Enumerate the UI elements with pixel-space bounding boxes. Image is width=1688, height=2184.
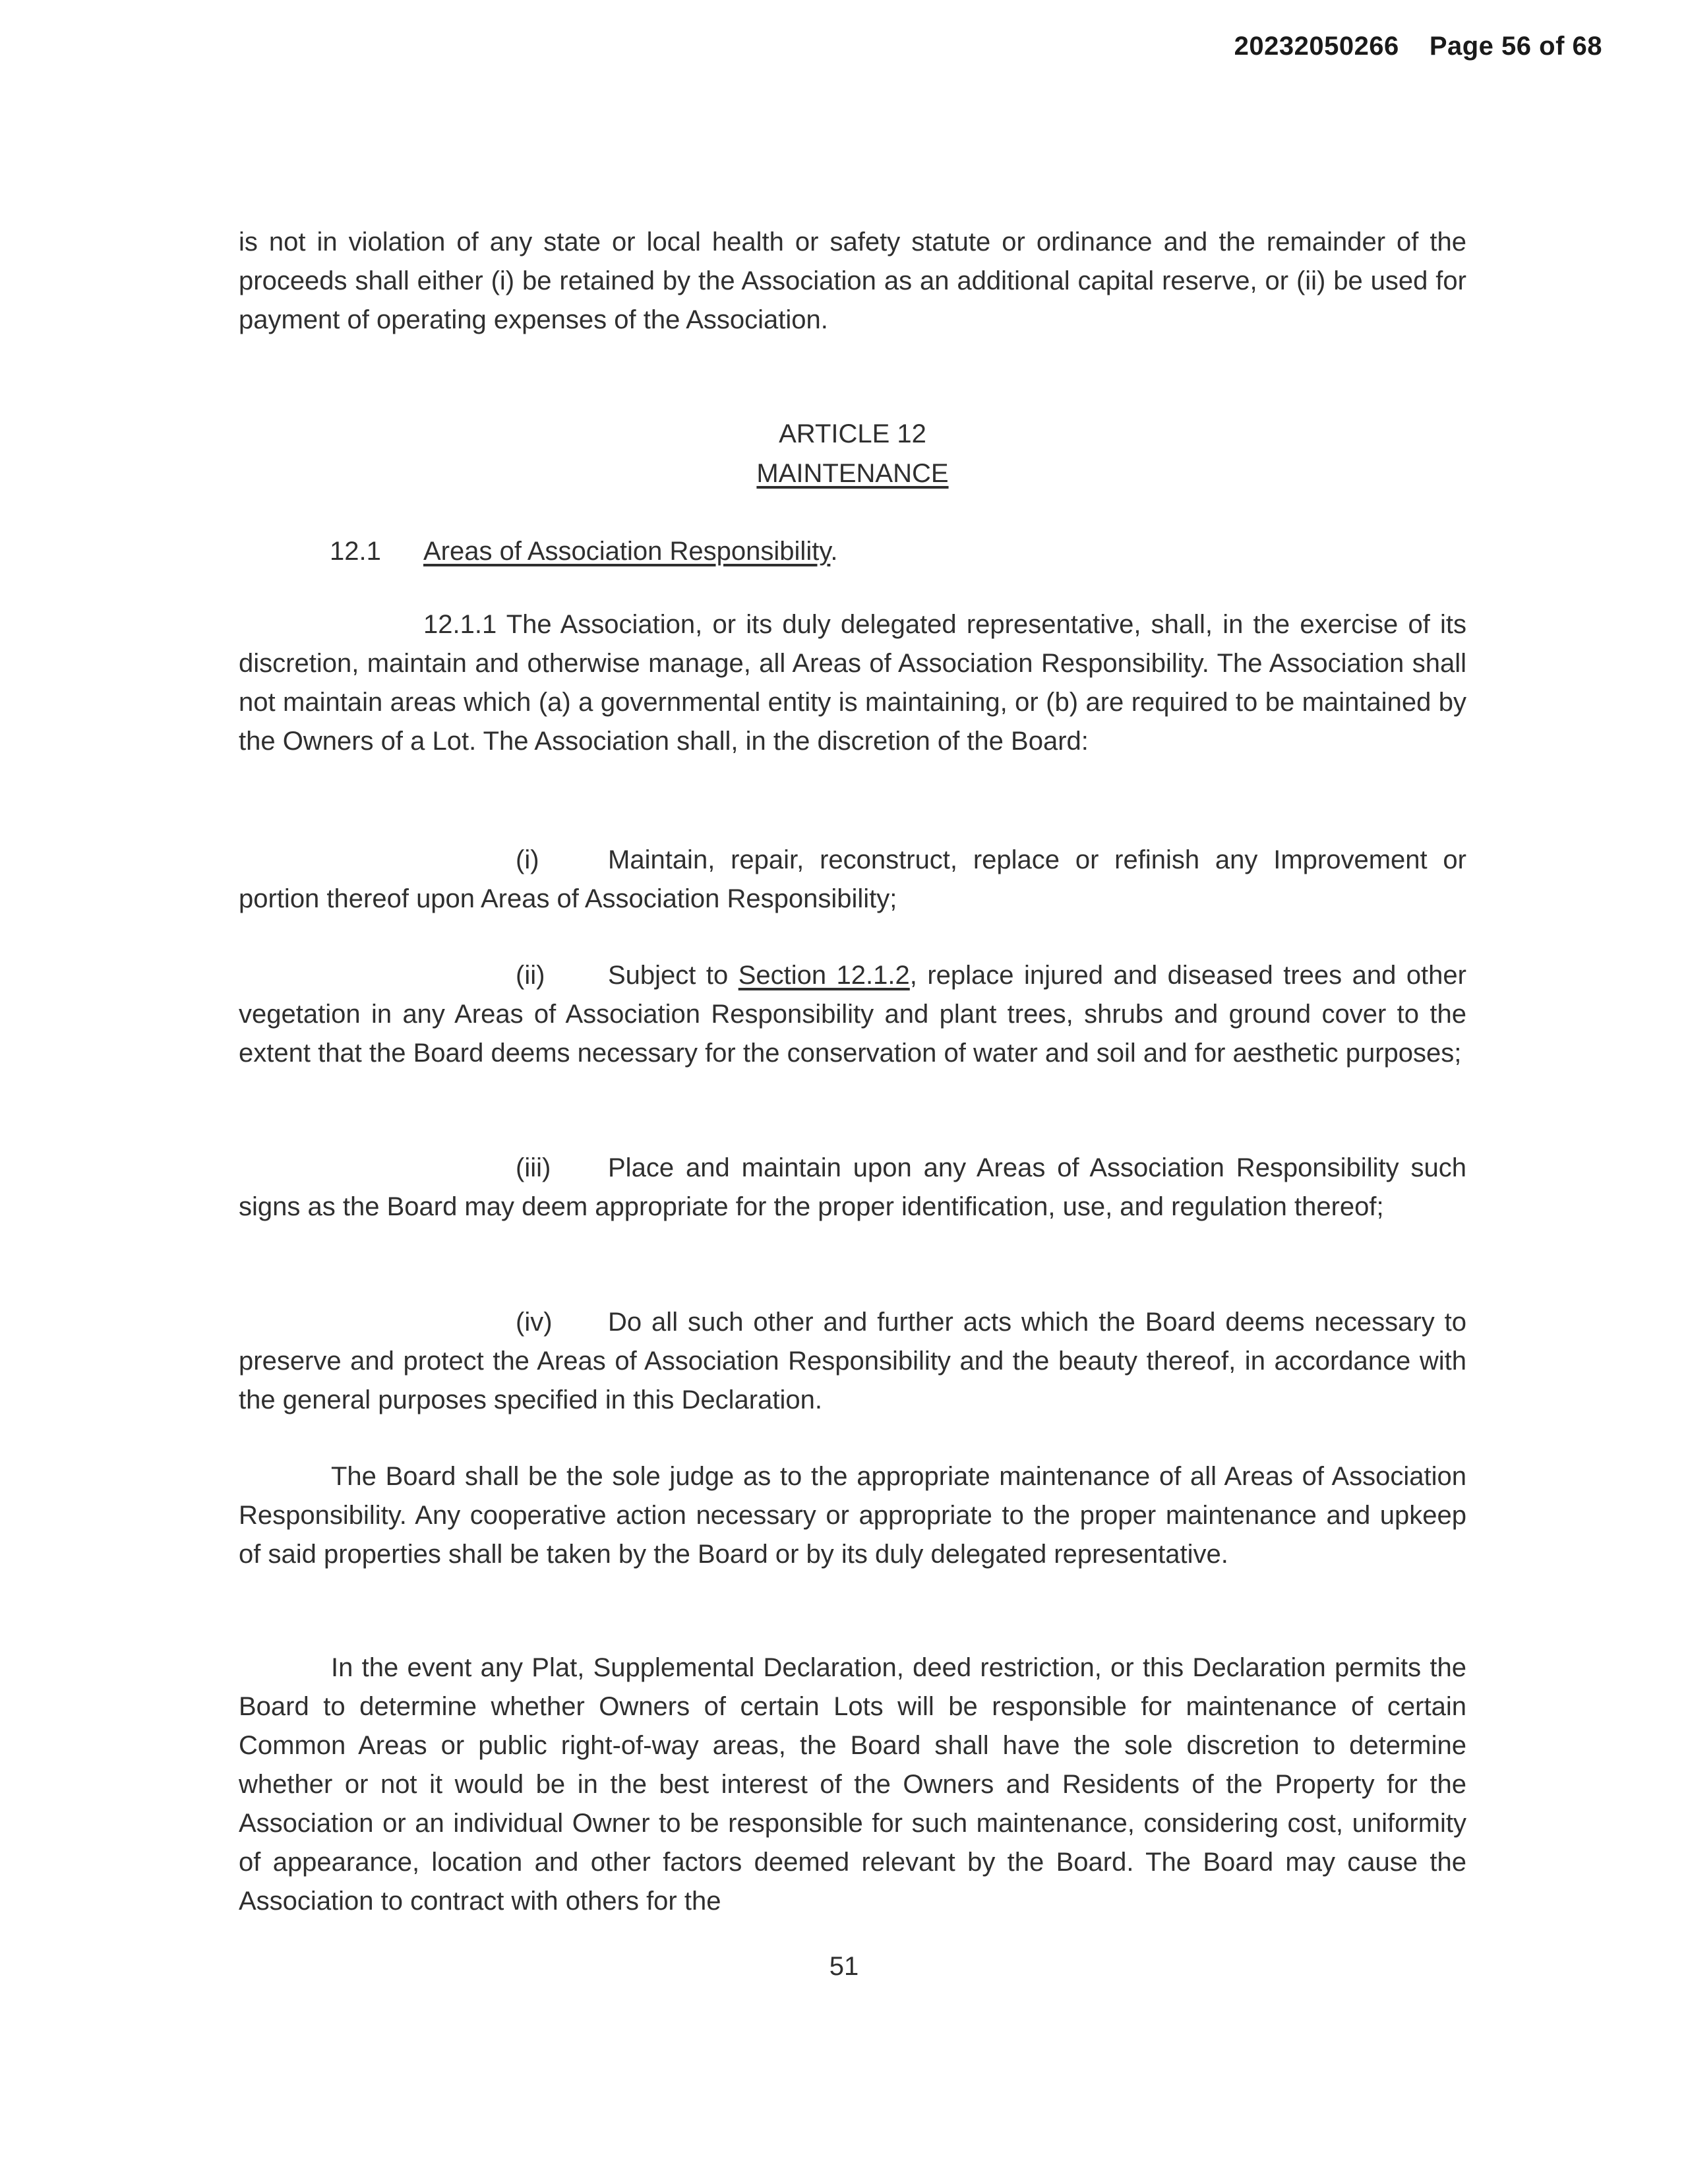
document-header (1234, 32, 1602, 61)
section-reference-link[interactable]: Section 12.1.2 (738, 961, 910, 990)
intro-paragraph: is not in violation of any state or local health or safety statute or ordinance and the remainder of the proceeds shall either (i) be retained by the Association as an additional capital reserve, or (ii) be used for payment of operating expenses of the Association. (239, 228, 1466, 334)
list-item (239, 841, 1466, 919)
article-title (239, 454, 1466, 493)
subsection-number: 12.1.1 (423, 610, 497, 639)
event-paragraph: In the event any Plat, Supplemental Declaration, deed restriction, or this Declaration permits the Board to determine whether Owners of certain Lots will be responsible for maintenance of certain Common Areas or public right-of-way areas, the Board shall have the sole discretion to determine whether or not it would be in the best interest of the Owners and Residents of the Property for the Association or an individual Owner to be responsible for such maintenance, considering cost, uniformity of appearance, location and other factors deemed relevant by the Board. The Board may cause the Association to contract with others for the (239, 1653, 1466, 1916)
list-item (239, 956, 1466, 1073)
item-label: (ii) (516, 961, 545, 990)
item-label: (i) (516, 845, 539, 874)
section-title: Areas of Association Responsibility (423, 537, 831, 566)
document-number: 20232050266 (1234, 32, 1399, 61)
article-number: ARTICLE 12 (779, 419, 926, 448)
item-label: (iii) (516, 1153, 551, 1182)
item-text: , replace injured and diseased trees and other vegetation in any Areas of Association Responsibility and plant trees, shrubs and ground cover to the extent that the Board deems necessary for the conservation of water and soil and for aesthetic purposes; (239, 961, 1466, 1068)
list-item (239, 1149, 1466, 1227)
item-text: Do all such other and further acts which the Board deems necessary to preserve and protect the Areas of Association Responsibility and the beauty thereof, in accordance with the general purposes specified in this Declaration. (239, 1308, 1466, 1414)
page-count-label: Page 56 of 68 (1429, 32, 1602, 61)
item-text: Place and maintain upon any Areas of Association Responsibility such signs as the Board may deem appropriate for the proper identification, use, and regulation thereof; (239, 1153, 1466, 1221)
article-title-text: MAINTENANCE (756, 459, 949, 488)
item-text-prefix: Subject to (608, 961, 738, 990)
section-heading (330, 531, 837, 571)
section-title-period: . (830, 537, 838, 566)
subsection-text: The Association, or its duly delegated representative, shall, in the exercise of its discretion, maintain and otherwise manage, all Areas of Association Responsibility. The Association shall not maintain areas which (a) a governmental entity is maintaining, or (b) are required to be maintained by the Owners of a Lot. The Association shall, in the discretion of the Board: (239, 610, 1467, 756)
item-text: Maintain, repair, reconstruct, replace or refinish any Improvement or portion thereof upon Areas of Association Responsibility; (239, 845, 1466, 913)
board-paragraph: The Board shall be the sole judge as to the appropriate maintenance of all Areas of Association Responsibility. Any cooperative action necessary or appropriate to the proper maintenance and upkeep of said properties shall be taken by the Board or by its duly delegated representative. (239, 1462, 1466, 1569)
page-number: 51 (829, 1952, 859, 1981)
section-number: 12.1 (330, 537, 381, 566)
subsection-paragraph (239, 605, 1466, 761)
item-label: (iv) (516, 1308, 553, 1337)
list-item (239, 1303, 1466, 1420)
